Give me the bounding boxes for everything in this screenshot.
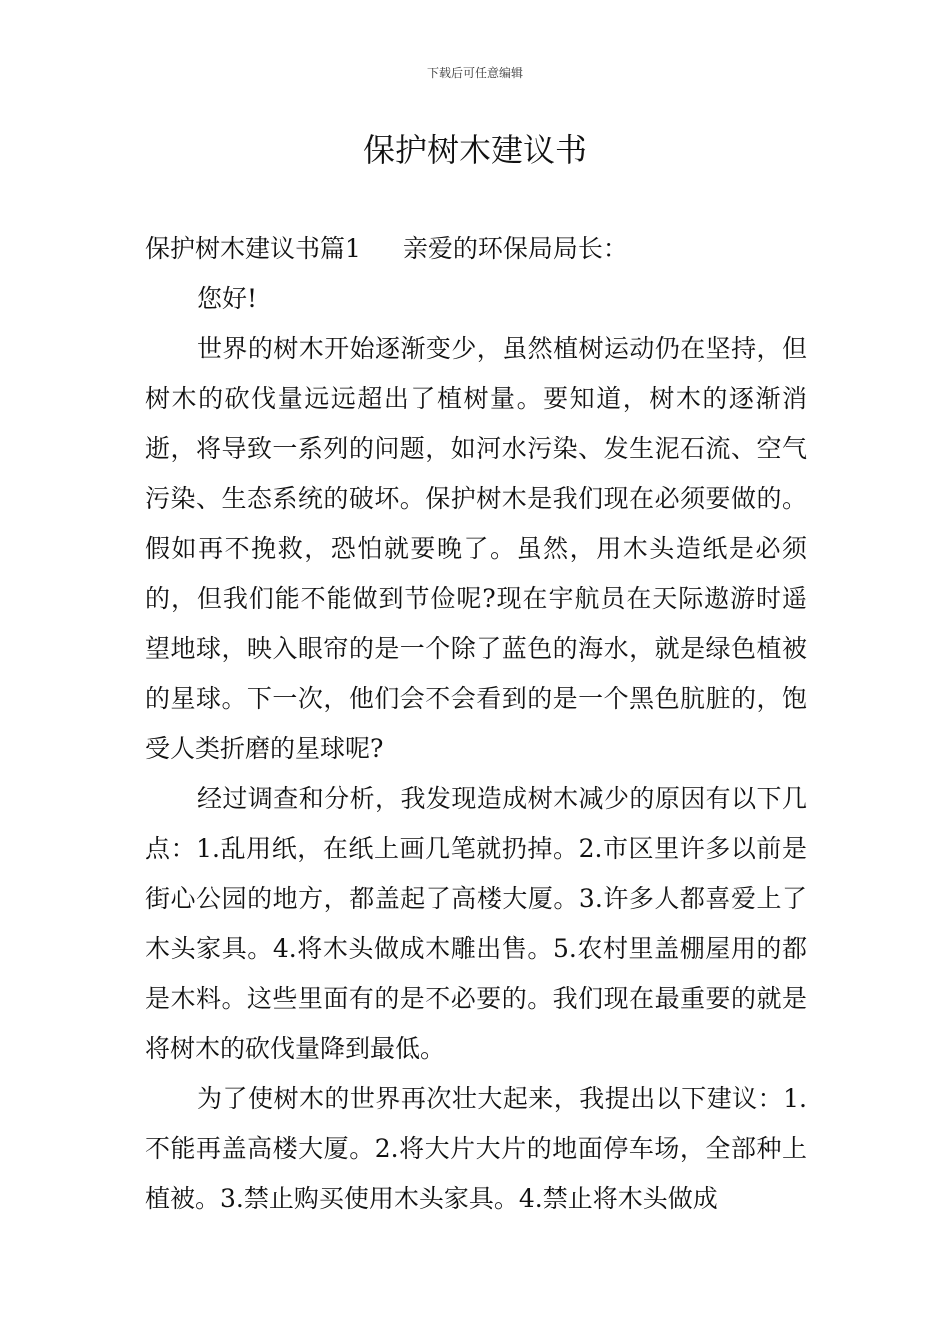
paragraph-1: 世界的树木开始逐渐变少，虽然植树运动仍在坚持，但树木的砍伐量远远超出了植树量。要知道，树木的逐渐消逝，将导致一系列的问题，如河水污染、发生泥石流、空气污染、生态系统的破坏。保护树木是我们现在必须要做的。假如再不挽救，恐怕就要晚了。虽然，用木头造纸是必须的，但我们能不能做到节俭呢?现在宇航员在天际遨游时遥望地球，映入眼帘的是一个除了蓝色的海水，就是绿色植被的星球。下一次，他们会不会看到的是一个黑色肮脏的，饱受人类折磨的星球呢?: [145, 334, 807, 763]
header-note: 下载后可任意编辑: [426, 66, 523, 80]
paragraph-2: 经过调查和分析，我发现造成树木减少的原因有以下几点：1.乱用纸，在纸上画几笔就扔掉。2.市区里许多以前是街心公园的地方，都盖起了高楼大厦。3.许多人都喜爱上了木头家具。4.将木头做成木雕出售。5.农村里盖棚屋用的都是木料。这些里面有的是不必要的。我们现在最重要的就是将树木的砍伐量降到最低。: [145, 784, 807, 1063]
opening-line: [145, 224, 807, 274]
paragraph-3: 为了使树木的世界再次壮大起来，我提出以下建议：1.不能再盖高楼大厦。2.将大片大片的地面停车场，全部种上植被。3.禁止购买使用木头家具。4.禁止将木头做成: [145, 1084, 807, 1213]
salutation: 亲爱的环保局局长：: [402, 234, 628, 263]
document-body: [145, 224, 807, 1224]
greeting: 您好!: [197, 284, 258, 313]
section-label: 保护树木建议书篇1: [145, 234, 361, 263]
page-title: 保护树木建议书: [362, 131, 587, 169]
